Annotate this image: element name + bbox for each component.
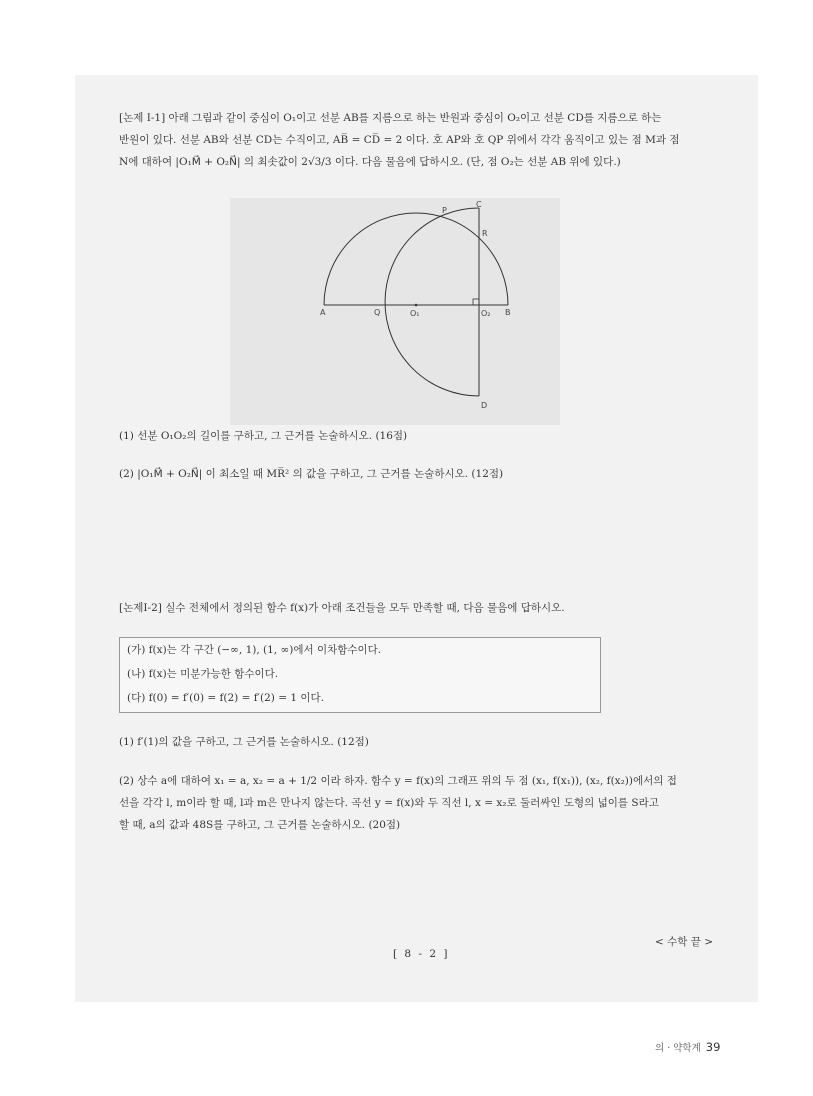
right-angle-mark — [473, 299, 479, 305]
problem1-intro — [119, 107, 719, 173]
point-o1 — [415, 304, 418, 307]
label-b: B — [505, 308, 511, 317]
condition-na: (나) f(x)는 미분가능한 함수이다. — [127, 668, 279, 680]
problem2-q2-line2: 선을 각각 l, m이라 할 때, l과 m은 만나지 않는다. 곡선 y = f(x)와 두 직선 l, x = x₂로 둘러싸인 도형의 넓이를 S라고 — [119, 797, 659, 809]
section-label: 의 · 약학계 — [655, 1043, 701, 1054]
label-o1: O₁ — [410, 309, 420, 318]
page-footer — [655, 1040, 720, 1054]
problem1-intro-line1: [논제 Ⅰ-1] 아래 그림과 같이 중심이 O₁이고 선분 AB를 지름으로 하는 반원과 중심이 O₂이고 선분 CD를 지름으로 하는 — [119, 112, 662, 124]
semicircles-diagram — [230, 198, 560, 425]
label-o2: O₂ — [481, 309, 491, 318]
page-indicator: [ 8 - 2 ] — [393, 948, 450, 960]
semicircle-ab — [324, 213, 508, 305]
conditions-box — [119, 637, 601, 713]
label-d: D — [481, 401, 488, 410]
problem2-q2-line3: 할 때, a의 값과 48S를 구하고, 그 근거를 논술하시오. (20점) — [119, 819, 401, 831]
label-r: R — [482, 229, 488, 238]
problem2-q1: (1) f′(1)의 값을 구하고, 그 근거를 논술하시오. (12점) — [119, 736, 369, 748]
problem1-intro-line3: N에 대하여 |O₁M⃗ + O₂N⃗| 의 최솟값이 2√3/3 이다. 다음 물음에 답하시오. (단, 점 O₂는 선분 AB 위에 있다.) — [119, 156, 621, 168]
label-a: A — [320, 308, 326, 317]
problem1-intro-line2: 반원이 있다. 선분 AB와 선분 CD는 수직이고, AB̅ = CD̅ = 2 이다. 호 AP와 호 QP 위에서 각각 움직이고 있는 점 M과 점 — [119, 134, 680, 146]
end-mark: < 수학 끝 > — [655, 936, 714, 948]
problem1-q2: (2) |O₁M⃗ + O₂N⃗| 이 최소일 때 MR̅² 의 값을 구하고, 그 근거를 논술하시오. (12점) — [119, 468, 504, 480]
problem2-intro: [논제Ⅰ-2] 실수 전체에서 정의된 함수 f(x)가 아래 조건들을 모두 만족할 때, 다음 물음에 답하시오. — [119, 602, 565, 614]
condition-da: (다) f(0) = f′(0) = f(2) = f′(2) = 1 이다. — [127, 692, 325, 704]
condition-ga: (가) f(x)는 각 구간 (−∞, 1), (1, ∞)에서 이차함수이다. — [127, 644, 382, 656]
semicircle-cd — [385, 208, 479, 396]
problem2-q2-line1: (2) 상수 a에 대하여 x₁ = a, x₂ = a + 1/2 이라 하자. 함수 y = f(x)의 그래프 위의 두 점 (x₁, f(x₁)), (x₂, f(x₂))에서의 접 — [119, 775, 677, 787]
problem2-q2 — [119, 770, 719, 836]
label-c: C — [476, 200, 482, 209]
geometry-figure — [230, 198, 560, 425]
label-p: P — [442, 206, 447, 215]
problem1-q1: (1) 선분 O₁O₂의 길이를 구하고, 그 근거를 논술하시오. (16점) — [119, 430, 408, 442]
label-q: Q — [374, 308, 381, 317]
page-number: 39 — [705, 1040, 721, 1054]
